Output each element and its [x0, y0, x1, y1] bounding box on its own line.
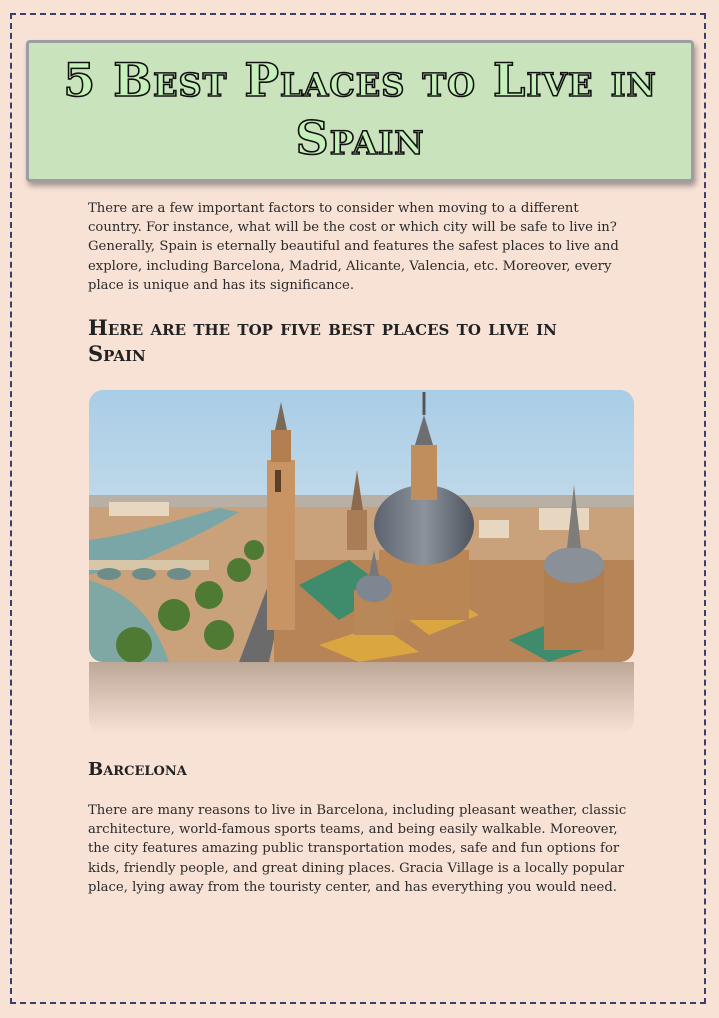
barcelona-heading: Barcelona [88, 759, 187, 780]
zaragoza-basilica-photo [89, 390, 634, 662]
intro-paragraph: There are a few important factors to consider when moving to a different country. For instance, what will be the cost or which city will be safe to live in? Generally, Spain is eternally beautiful and features the safest places to live and explore, including Barcelona, Madrid, Alicante, Valencia, etc. Moreover, every place is unique and has its significance. [88, 201, 619, 293]
photo-reflection [89, 662, 634, 734]
title-banner [26, 40, 694, 182]
city-skyline-illustration [89, 390, 634, 662]
barcelona-paragraph: There are many reasons to live in Barcelona, including pleasant weather, classic architecture, world-famous sports teams, and being easily walkable. Moreover, the city features amazing public transportation modes, safe and fun options for kids, friendly people, and great dining places. Gracia Village is a locally popular place, lying away from the touristy center, and has everything you would need. [88, 803, 627, 895]
page-title: 5 Best Places to Live in Spain [63, 53, 657, 165]
section-subheading: Here are the top five best places to live in Spain [88, 315, 557, 366]
